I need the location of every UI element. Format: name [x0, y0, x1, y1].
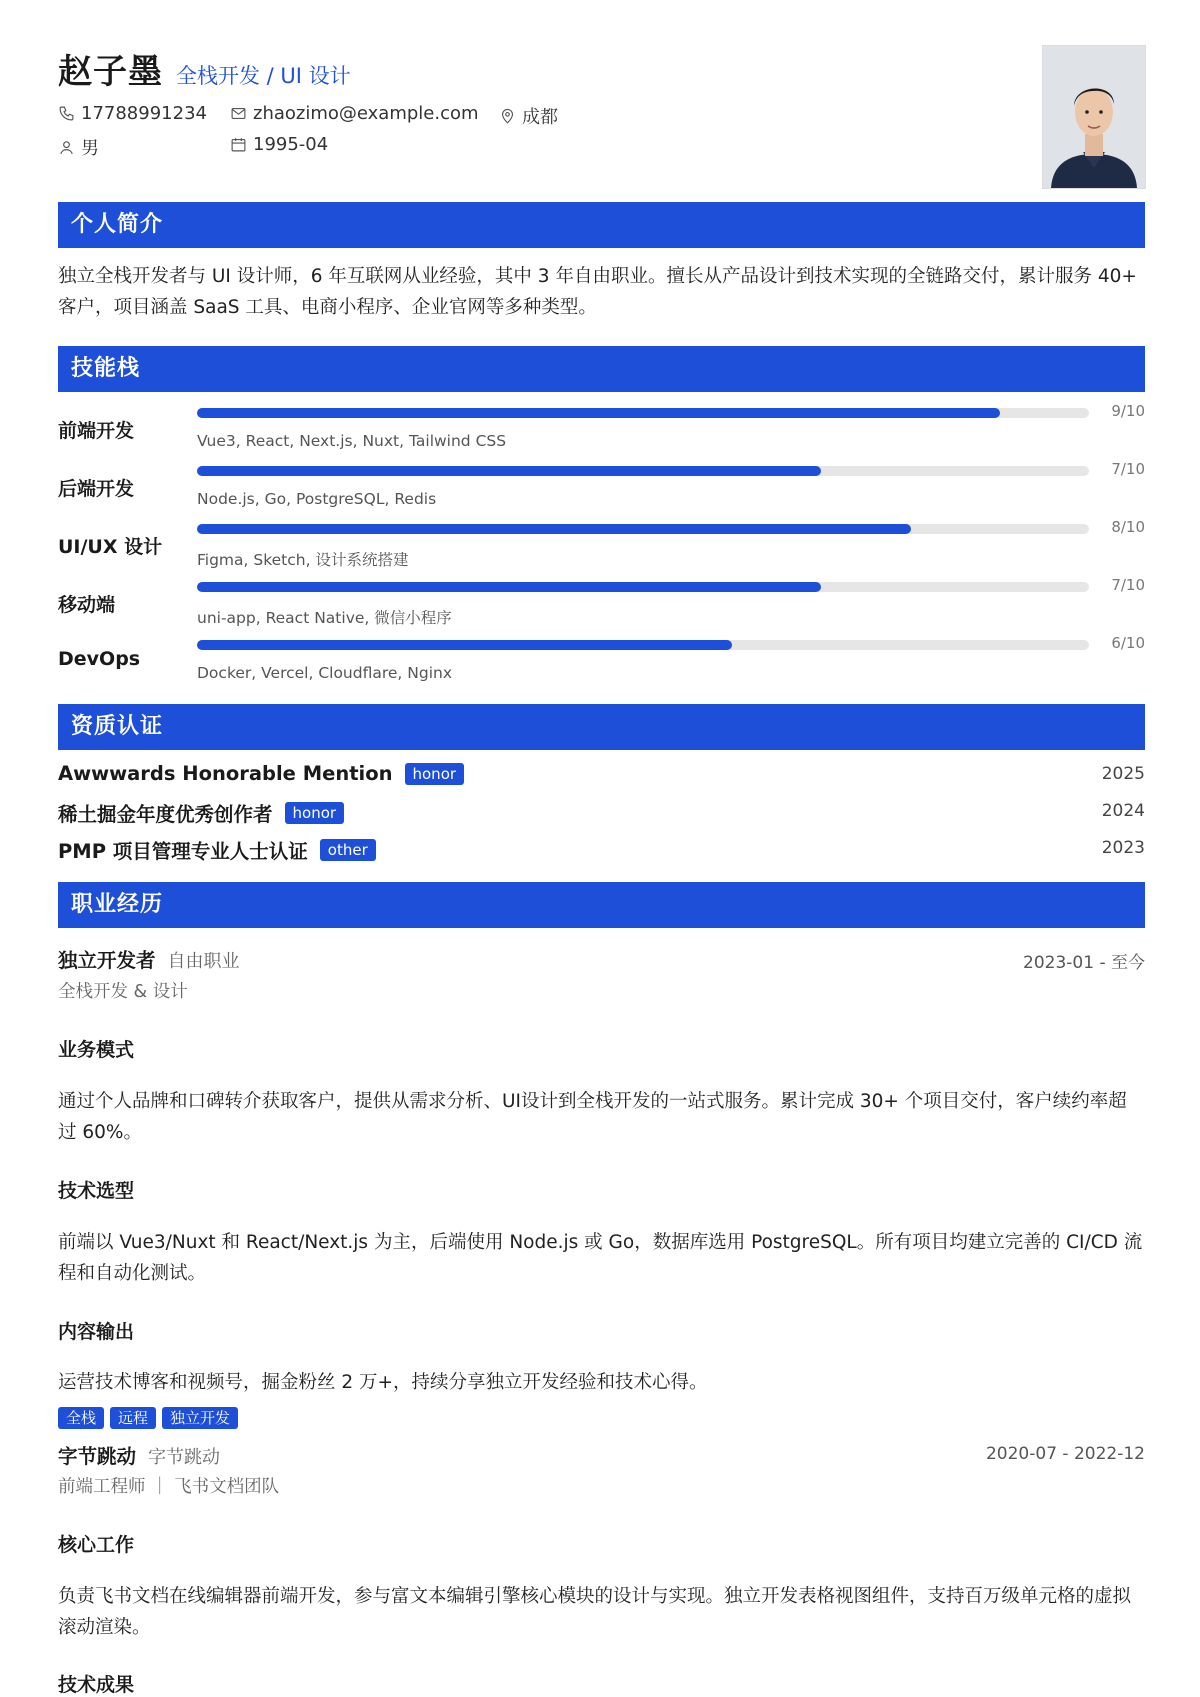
skill-desc: Figma, Sketch, 设计系统搭建 [197, 551, 409, 569]
cert-name: PMP 项目管理专业人士认证 [58, 840, 308, 863]
cert-name: Awwwards Honorable Mention [58, 762, 393, 785]
job-1-section-3-title: 内容输出 [58, 1321, 135, 1343]
skill-score: 7/10 [1111, 460, 1145, 478]
birth-date: 1995-04 [253, 134, 329, 155]
cert-item [58, 799, 344, 827]
cert-year: 2025 [1101, 764, 1145, 784]
section-certs-header: 资质认证 [58, 704, 1145, 750]
job-tag: 全栈 [58, 1407, 104, 1429]
job-1-date: 2023-01 - 至今 [1023, 953, 1145, 973]
skill-desc: Node.js, Go, PostgreSQL, Redis [197, 490, 437, 508]
skill-name: DevOps [58, 648, 141, 670]
skill-score: 6/10 [1111, 634, 1145, 652]
job-1-company: 自由职业 [167, 951, 240, 972]
skill-desc: Docker, Vercel, Cloudflare, Nginx [197, 664, 453, 682]
job-1-tags [58, 1407, 244, 1429]
skill-name: 移动端 [58, 594, 116, 616]
birth-info [230, 134, 328, 155]
location-contact [499, 103, 558, 129]
job-1-section-2-title: 技术选型 [58, 1180, 135, 1202]
job-1-section-1-text: 通过个人品牌和口碑转介获取客户，提供从需求分析、UI设计到全栈开发的一站式服务。累计完成 30+ 个项目交付，客户续约率超过 60%。 [58, 1091, 1127, 1143]
job-2-date: 2020-07 - 2022-12 [985, 1444, 1145, 1464]
job-2-company: 字节跳动 [148, 1447, 221, 1468]
cert-year: 2024 [1101, 801, 1145, 821]
cert-item [58, 836, 376, 864]
skill-bar-fill [197, 408, 1000, 418]
candidate-name: 赵子墨 [58, 52, 163, 92]
email-address: zhaozimo@example.com [253, 103, 479, 124]
city: 成都 [522, 107, 558, 128]
skill-bar [197, 524, 1089, 534]
section-skills-header: 技能栈 [58, 346, 1145, 392]
user-icon [58, 139, 75, 156]
skill-score: 7/10 [1111, 576, 1145, 594]
skill-name: UI/UX 设计 [58, 536, 163, 558]
job-2-title: 字节跳动 [58, 1445, 137, 1468]
skill-bar [197, 408, 1089, 418]
job-1-header [58, 945, 240, 973]
job-tag: 独立开发 [162, 1407, 238, 1429]
job-1-title: 独立开发者 [58, 949, 156, 972]
job-tag: 远程 [110, 1407, 156, 1429]
cert-name: 稀土掘金年度优秀创作者 [58, 803, 273, 826]
calendar-icon [230, 136, 247, 153]
job-1-section-3-text: 运营技术博客和视频号，掘金粉丝 2 万+，持续分享独立开发经验和技术心得。 [58, 1372, 708, 1393]
skill-bar [197, 582, 1089, 592]
job-2-section-1-text: 负责飞书文档在线编辑器前端开发，参与富文本编辑引擎核心模块的设计与实现。独立开发表格视图组件，支持百万级单元格的虚拟滚动渲染。 [58, 1586, 1132, 1638]
job-2-header [58, 1441, 220, 1469]
email-contact [230, 103, 479, 124]
map-pin-icon [499, 108, 516, 125]
skill-bar-fill [197, 582, 821, 592]
cert-tag: honor [405, 763, 465, 785]
phone-icon [58, 105, 75, 122]
job-2-section-1-title: 核心工作 [58, 1534, 135, 1556]
cert-tag: honor [285, 802, 345, 824]
phone-number: 17788991234 [81, 103, 207, 124]
job-1-role: 全栈开发 & 设计 [58, 982, 188, 1002]
job-2-role: 前端工程师 ｜ 飞书文档团队 [58, 1477, 280, 1497]
skill-bar-fill [197, 524, 911, 534]
job-1-section-2-text: 前端以 Vue3/Nuxt 和 React/Next.js 为主，后端使用 Node.js 或 Go，数据库选用 PostgreSQL。所有项目均建立完善的 CI/CD 流程和自动化测试。 [58, 1232, 1143, 1284]
skill-desc: uni-app, React Native, 微信小程序 [197, 609, 452, 627]
gender-info [58, 134, 99, 160]
skill-score: 9/10 [1111, 402, 1145, 420]
job-title: 全栈开发 / UI 设计 [176, 64, 351, 88]
skill-bar [197, 640, 1089, 650]
phone-contact [58, 103, 207, 124]
gender: 男 [81, 138, 99, 159]
mail-icon [230, 105, 247, 122]
cert-item [58, 762, 464, 785]
skill-bar-fill [197, 640, 732, 650]
skill-name: 前端开发 [58, 420, 135, 442]
summary-text: 独立全栈开发者与 UI 设计师，6 年互联网从业经验，其中 3 年自由职业。擅长从产品设计到技术实现的全链路交付，累计服务 40+ 客户，项目涵盖 SaaS 工具、电商小程序、企业官网等多种类型。 [58, 266, 1137, 318]
job-1-section-1-title: 业务模式 [58, 1039, 135, 1061]
cert-tag: other [320, 839, 376, 861]
section-summary-header: 个人简介 [58, 202, 1145, 248]
skill-bar [197, 466, 1089, 476]
section-experience-header: 职业经历 [58, 882, 1145, 928]
skill-bar-fill [197, 466, 821, 476]
job-2-section-2-title: 技术成果 [58, 1674, 135, 1696]
skill-desc: Vue3, React, Next.js, Nuxt, Tailwind CSS [197, 432, 507, 450]
cert-year: 2023 [1101, 838, 1145, 858]
skill-name: 后端开发 [58, 478, 135, 500]
profile-photo [1042, 45, 1146, 189]
skill-score: 8/10 [1111, 518, 1145, 536]
